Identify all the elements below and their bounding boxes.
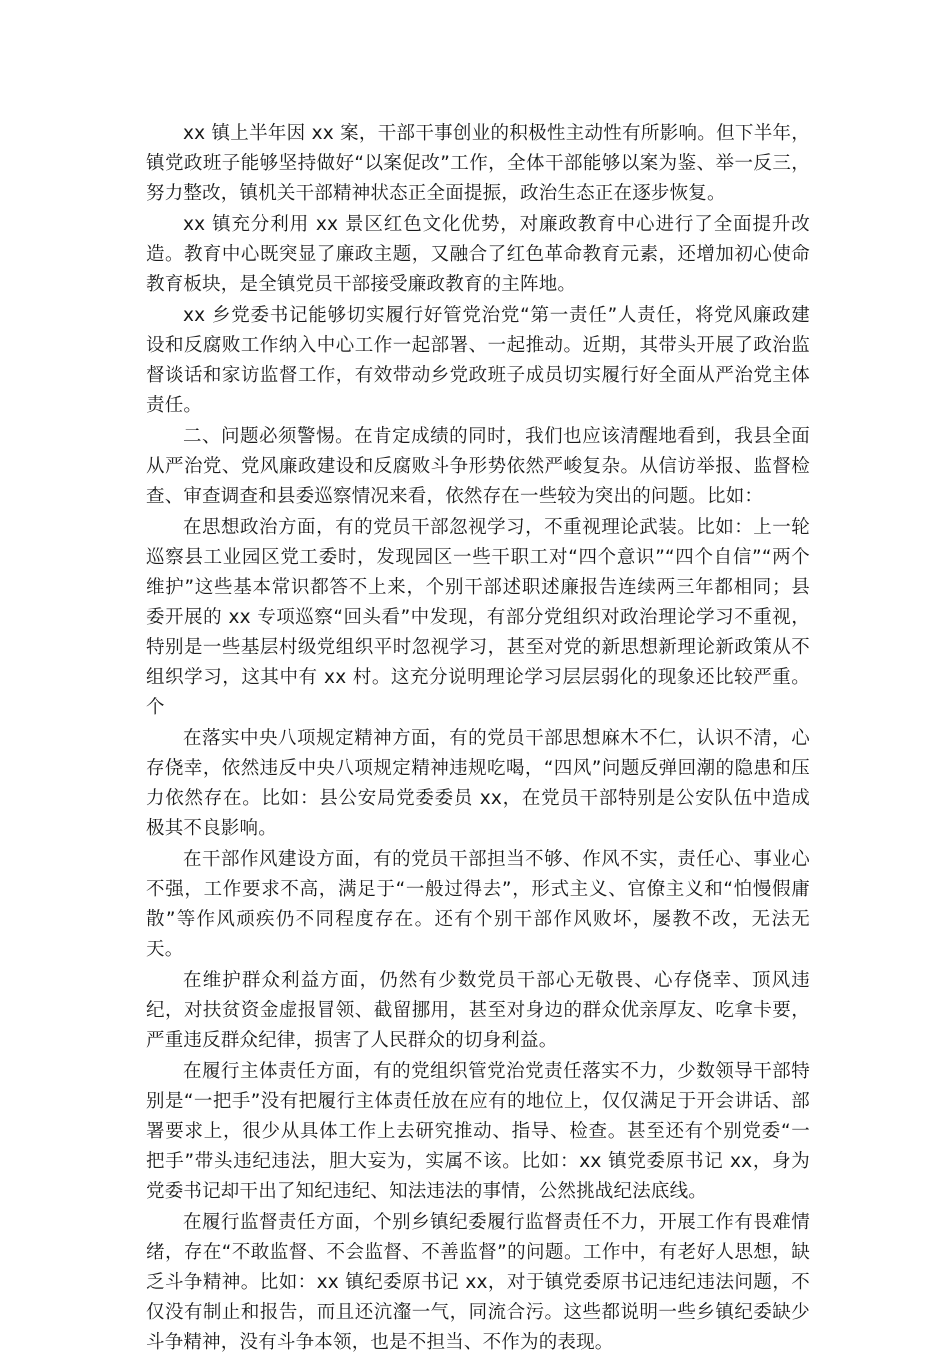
paragraph-7: 在干部作风建设方面，有的党员干部担当不够、作风不实，责任心、事业心不强，工作要求不高，满足于“一般过得去”，形式主义、官僚主义和“怕慢假庸散”等作风顽疾仍不同程度存在。还有个别干部作风败坏，屡教不改，无法无天。 <box>146 849 810 960</box>
paragraph-6: 在落实中央八项规定精神方面，有的党员干部思想麻木不仁，认识不清，心存侥幸，依然违反中央八项规定精神违规吃喝，“四风”问题反弹回潮的隐患和压力依然存在。比如：县公安局党委委员 xx，在党员干部特别是公安队伍中造成极其不良影响。 <box>146 728 810 839</box>
paragraph-2: xx 镇充分利用 xx 景区红色文化优势，对廉政教育中心进行了全面提升改造。教育中心既突显了廉政主题，又融合了红色革命教育元素，还增加初心使命教育板块，是全镇党员干部接受廉政教育的主阵地。 <box>146 214 810 295</box>
paragraph-1: xx 镇上半年因 xx 案，干部干事创业的积极性主动性有所影响。但下半年，镇党政班子能够坚持做好“以案促改”工作，全体干部能够以案为鉴、举一反三，努力整改，镇机关干部精神状态正全面提振，政治生态正在逐步恢复。 <box>146 123 810 204</box>
paragraph-4: 二、问题必须警惕。在肯定成绩的同时，我们也应该清醒地看到，我县全面从严治党、党风廉政建设和反腐败斗争形势依然严峻复杂。从信访举报、监督检查、审查调查和县委巡察情况来看，依然存在一些较为突出的问题。比如： <box>146 426 810 507</box>
paragraph-9: 在履行主体责任方面，有的党组织管党治党责任落实不力，少数领导干部特别是“一把手”没有把履行主体责任放在应有的地位上，仅仅满足于开会讲话、部署要求上，很少从具体工作上去研究推动、指导、检查。甚至还有个别党委“一把手”带头违纪违法，胆大妄为，实属不该。比如：xx 镇党委原书记 xx，身为党委书记却干出了知纪违纪、知法违法的事情，公然挑战纪法底线。 <box>146 1061 810 1202</box>
paragraph-5: 在思想政治方面，有的党员干部忽视学习，不重视理论武装。比如：上一轮巡察县工业园区党工委时，发现园区一些干职工对“四个意识”“四个自信”“两个维护”这些基本常识都答不上来，个别干部述职述廉报告连续两三年都相同；县委开展的 xx 专项巡察“回头看”中发现，有部分党组织对政治理论学习不重视，特别是一些基层村级党组织平时忽视学习，甚至对党的新思想新理论新政策从不组织学习，这其中有 xx 村。这充分说明理论学习层层弱化的现象还比较严重。个 <box>146 517 810 718</box>
paragraph-3: xx 乡党委书记能够切实履行好管党治党“第一责任”人责任，将党风廉政建设和反腐败工作纳入中心工作一起部署、一起推动。近期，其带头开展了政治监督谈话和家访监督工作，有效带动乡党政班子成员切实履行好全面从严治党主体责任。 <box>146 305 810 416</box>
paragraph-8: 在维护群众利益方面，仍然有少数党员干部心无敬畏、心存侥幸、顶风违纪，对扶贫资金虚报冒领、截留挪用，甚至对身边的群众优亲厚友、吃拿卡要，严重违反群众纪律，损害了人民群众的切身利益。 <box>146 970 810 1051</box>
paragraph-10: 在履行监督责任方面，个别乡镇纪委履行监督责任不力，开展工作有畏难情绪，存在“不敢监督、不会监督、不善监督”的问题。工作中，有老好人思想，缺乏斗争精神。比如：xx 镇纪委原书记 xx，对于镇党委原书记违纪违法问题，不仅没有制止和报告，而且还沆瀣一气，同流合污。这些都说明一些乡镇纪委缺少斗争精神，没有斗争本领，也是不担当、不作为的表现。 <box>146 1212 810 1353</box>
document-body <box>146 119 810 1359</box>
